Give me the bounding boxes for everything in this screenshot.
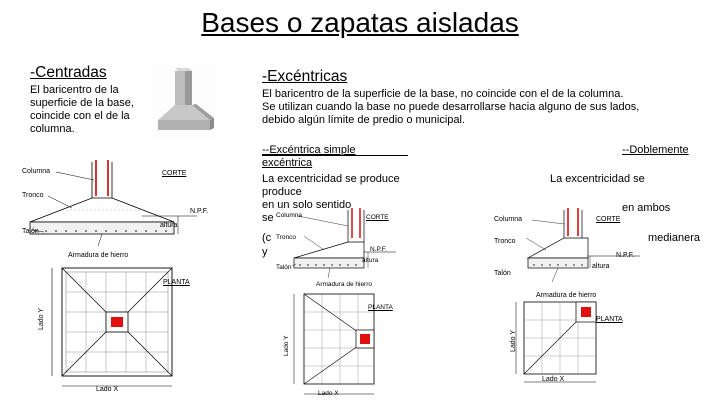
- simple-description: La excentricidad se produce produce en un solo sentido se: [262, 173, 400, 224]
- simple-label-npf: N.P.F.: [370, 246, 387, 253]
- centered-label-corte: CORTE: [162, 170, 187, 177]
- doble-plan-diagram: [510, 298, 610, 402]
- simple-line-y: y: [262, 246, 268, 258]
- doble-label-lado-x: Lado X: [542, 376, 565, 383]
- centered-label-planta: PLANTA: [163, 279, 190, 286]
- centered-label-columna: Columna: [22, 168, 51, 175]
- simple-label-corte: CORTE: [366, 214, 389, 221]
- simple-label-lado-x: Lado X: [318, 390, 339, 397]
- centered-label-lado-y: Lado Y: [38, 307, 45, 330]
- simple-heading-underline: [262, 155, 408, 156]
- centradas-heading: -Centradas: [30, 64, 107, 81]
- centered-label-armadura: Armadura de hierro: [68, 252, 129, 259]
- centered-label-altura: altura: [160, 222, 178, 229]
- excentricas-heading: -Excéntricas: [262, 68, 348, 85]
- simple-heading: --Excéntrica simple excéntrica: [262, 144, 356, 169]
- simple-label-columna: Columna: [276, 212, 303, 219]
- centered-label-npf: N.P.F.: [190, 208, 209, 215]
- simple-label-tronco: Tronco: [276, 234, 296, 241]
- doble-label-tronco: Tronco: [494, 238, 516, 245]
- doble-label-corte: CORTE: [596, 216, 621, 223]
- doble-label-planta: PLANTA: [596, 316, 623, 323]
- simple-label-armadura: Armadura de hierro: [316, 281, 372, 288]
- doble-line-3: medianera: [648, 232, 700, 244]
- doble-heading: --Doblemente: [622, 144, 689, 156]
- doble-line-2: en ambos: [622, 202, 671, 214]
- doble-label-altura: altura: [592, 263, 610, 270]
- doble-label-lado-y: Lado Y: [510, 329, 517, 352]
- excentricas-description: El baricentro de la superficie de la base, no coincide con el de la columna. Se utilizan cuando la base no puede desarrollarse hacia alguno de sus lados, debido algún límite de predio o municipal.: [262, 88, 640, 126]
- centered-label-talon: Talón: [22, 228, 39, 235]
- doble-label-armadura: Armadura de hierro: [536, 292, 597, 299]
- centered-label-lado-x: Lado X: [96, 386, 119, 393]
- page-title: Bases o zapatas aisladas: [201, 7, 519, 38]
- doble-line-1: La excentricidad se: [550, 173, 645, 185]
- doble-label-talon: Talón: [494, 270, 511, 277]
- simple-label-altura: altura: [362, 257, 379, 264]
- doble-label-columna: Columna: [494, 216, 523, 223]
- simple-line-c: (c: [262, 232, 272, 244]
- centradas-description: El baricentro de la superficie de la base, coincide con el de la columna.: [30, 84, 134, 135]
- centered-label-tronco: Tronco: [22, 192, 44, 199]
- simple-label-planta: PLANTA: [368, 304, 393, 311]
- doble-label-npf: N.P.F.: [616, 252, 635, 259]
- footing-3d-image: [148, 66, 218, 140]
- simple-label-talon: Talón: [276, 264, 292, 271]
- simple-label-lado-y: Lado Y: [283, 335, 290, 356]
